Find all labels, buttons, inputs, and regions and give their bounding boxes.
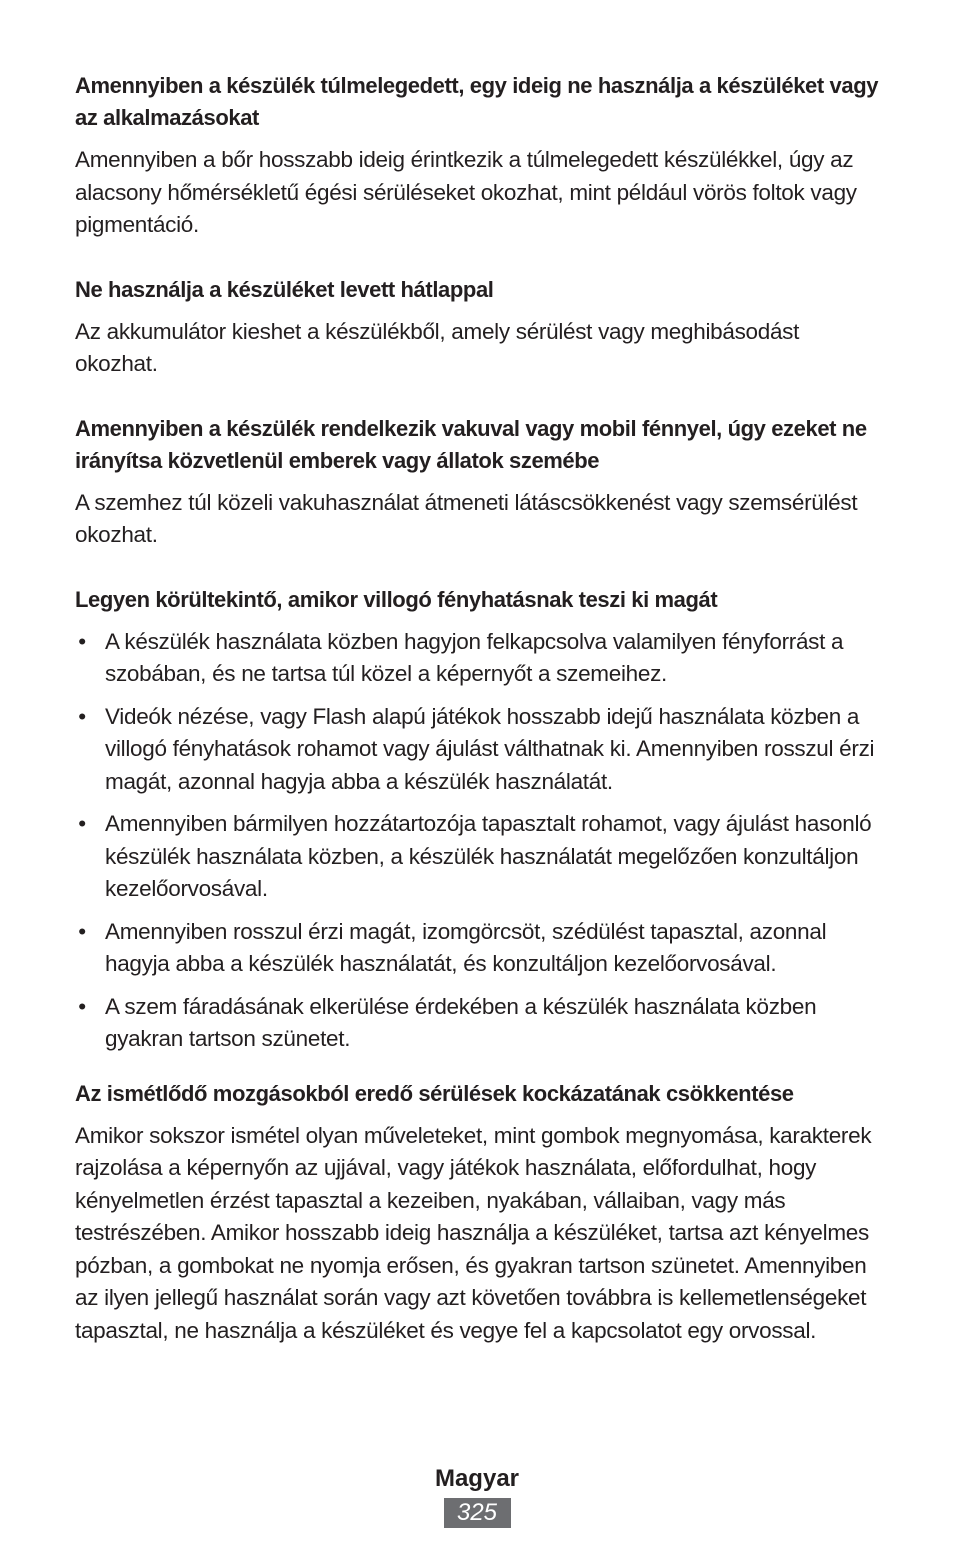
section-overheating (75, 70, 880, 242)
section-paragraph: Amikor sokszor ismétel olyan műveleteket, mint gombok megnyomása, karakterek rajzolása a képernyőn az ujjával, vagy játékok használata, előfordulhat, hogy kényelmetlen érzést tapasztal a kezeiben, nyakában, vállaiban, vagy más testrészében. Amikor hosszabb ideig használja a készüléket, tartsa azt kényelmes pózban, a gombokat ne nyomja erősen, és gyakran tartson szünetet. Amennyiben az ilyen jellegű használat során vagy azt követően továbbra is kellemetlenségeket tapasztal, ne használja a készüléket és vegye fel a kapcsolatot egy orvossal. (75, 1122, 872, 1343)
section-flashing-lights (75, 584, 880, 1056)
list-item-text: A készülék használata közben hagyjon felkapcsolva valamilyen fényforrást a szobában, és ne tartsa túl közel a képernyőt a szemeihez. (105, 628, 844, 686)
bullet-marker: • (78, 811, 86, 836)
document-page (75, 70, 880, 1379)
section-back-cover (75, 274, 880, 381)
list-item (75, 626, 880, 691)
section-paragraph: Amennyiben a bőr hosszabb ideig érintkezik a túlmelegedett készülékkel, úgy az alacsony hőmérsékletű égési sérüléseket okozhat, mint például vörös foltok vagy pigmentáció. (75, 147, 857, 237)
list-item (75, 701, 880, 799)
section-flash (75, 413, 880, 552)
section-repetitive-motion (75, 1078, 880, 1348)
bullet-list (75, 626, 880, 1056)
section-paragraph: A szemhez túl közeli vakuhasználat átmeneti látáscsökkenést vagy szemsérülést okozhat. (75, 489, 858, 547)
page-number: 325 (444, 1498, 511, 1528)
list-item (75, 991, 880, 1056)
section-heading: Legyen körültekintő, amikor villogó fényhatásnak teszi ki magát (75, 586, 718, 612)
bullet-marker: • (78, 703, 86, 729)
list-item-text: A szem fáradásának elkerülése érdekében a készülék használata közben gyakran tartson szünetet. (105, 993, 817, 1051)
list-item-text: Amennyiben rosszul érzi magát, izomgörcsöt, szédülést tapasztal, azonnal hagyja abba a készülék használatát, és konzultáljon kezelőorvosával. (105, 918, 827, 976)
bullet-marker: • (78, 628, 86, 654)
bullet-marker: • (78, 993, 86, 1019)
section-heading: Ne használja a készüléket levett hátlappal (75, 276, 494, 302)
section-paragraph: Az akkumulátor kieshet a készülékből, amely sérülést vagy meghibásodást okozhat. (75, 318, 800, 376)
footer-language: Magyar (434, 1465, 520, 1492)
list-item-text: Videók nézése, vagy Flash alapú játékok hosszabb idejű használata közben a villogó fényhatások rohamot vagy ájulást válthatnak ki. Amennyiben rosszul érzi magát, azonnal hagyja abba a készülék használatát. (105, 703, 875, 794)
list-item (75, 916, 880, 981)
page-footer (0, 1462, 954, 1528)
section-heading: Amennyiben a készülék rendelkezik vakuval vagy mobil fénnyel, úgy ezeket ne irányítsa közvetlenül emberek vagy állatok szemébe (75, 415, 867, 473)
list-item-text: Amennyiben bármilyen hozzátartozója tapasztalt rohamot, vagy ájulást hasonló készülék használata közben, a készülék használatát megelőzően konzultáljon kezelőorvosával. (105, 811, 872, 901)
bullet-marker: • (78, 918, 86, 944)
section-heading: Az ismétlődő mozgásokból eredő sérülések kockázatának csökkentése (75, 1080, 794, 1106)
list-item (75, 808, 880, 906)
section-heading: Amennyiben a készülék túlmelegedett, egy ideig ne használja a készüléket vagy az alkalmazásokat (75, 73, 879, 130)
